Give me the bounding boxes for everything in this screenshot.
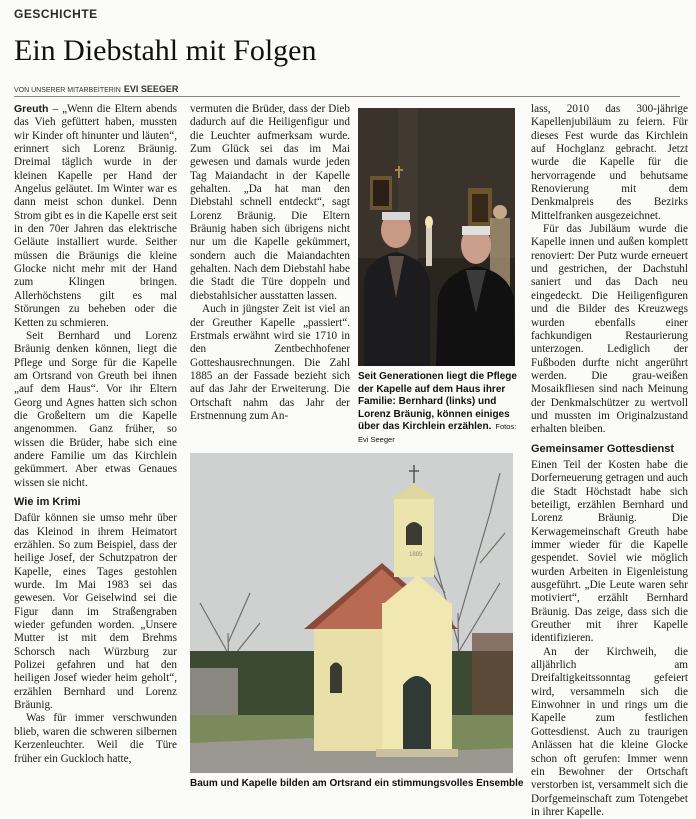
- article-paragraph: Für das Jubiläum wurde die Kapelle innen und außen komplett renoviert: Der Putz wurde erneuert und gestrichen, der Dachstuhl saniert und das Dach neu eingedeckt. Die Heiligenfiguren und die Bilder des Kreuzwegs wurden ebenfalls einer fachkundigen Restaurierung unterzogen. Lediglich der Fußboden durfte nicht angerührt werden. Die grau-weißen Mosaikfliesen sind nach Meinung der Denkmalschützer zu wertvoll und mussten im Originalzustand erhalten bleiben.: [531, 223, 688, 436]
- photo-caption-brothers: [358, 371, 518, 447]
- byline-prefix: VON UNSERER MITARBEITERIN: [14, 87, 121, 94]
- byline-author: EVI SEEGER: [123, 84, 179, 94]
- article-paragraph: vermuten die Brüder, dass der Dieb dadurch auf die Heiligenfigur und die Leuchter aufmerksam wurde. Zum Glück sei das im Mai gewesen und damals wurde jeden Tag Maiandacht in der Kapelle gehalten. „Da hat man den Diebstahl schnell entdeckt“, sagt Lorenz Bräunig. Die Eltern Bräunig haben sich übrigens nicht nur um die Kapelle gekümmert, sondern auch die Maiandachten gehalten. Nach dem Diebstahl habe die Stadt die Türe doppeln und diebstahlsicher ausstatten lassen.: [190, 103, 350, 302]
- byline: [14, 84, 178, 94]
- article-paragraph: Seit Bernhard und Lorenz Bräunig denken können, liegt die Pflege und Sorge für die Kapelle am Ortsrand von Greuth bei ihnen „auf dem Haus“. Vor ihr Eltern Georg und Agnes hatten sich schon die Großeltern um die Kapelle angenommen. Ganz früher, so wissen die Brüder, habe sich eine andere Familie um das Kirchlein gekümmert. Aber etwas Genaues wissen sie nicht.: [14, 329, 177, 489]
- article-paragraph: An der Kirchweih, die alljährlich am Dreifaltigkeitssonntag gefeiert wird, versammeln sich die Einwohner in und rings um die Kapelle zum festlichen Gottesdienst. Auch zu traurigen Anlässen hat die kleine Glocke schon oft gerufen: Immer wenn ein Bewohner der Ortschaft verstorben ist, versammelt sich die Dorfgemeinschaft zum Totengebet in ihrer Kapelle.: [531, 645, 688, 818]
- subhead-krimi: Wie im Krimi: [14, 495, 81, 508]
- facade-year: 1885: [409, 552, 423, 558]
- article-column-4: [531, 103, 688, 818]
- caption-text: Seit Generationen liegt die Pflege der Kapelle auf dem Haus ihrer Familie: Bernhard (links) und Lorenz Bräunig, können einiges über das Kirchlein erzählen.: [358, 371, 517, 433]
- photo-brothers: [358, 108, 515, 366]
- headline: Ein Diebstahl mit Folgen: [14, 34, 317, 67]
- article-paragraph: Auch in jüngster Zeit ist viel an der Greuther Kapelle „passiert“. Erstmals erwähnt wird sie 1710 in den Zentbechhofener Gotteshausrechnungen. Die Zahl 1885 an der Fassade bezieht sich auf das Jahr der Erweiterung. Die Ortschaft nahm das Jahr der Erstnennung zum An-: [190, 303, 350, 422]
- article-paragraph: [14, 103, 177, 330]
- article-paragraph: Einen Teil der Kosten habe die Dorferneuerung getragen und auch die Stadt Höchstadt habe sich beteiligt, erzählen Bernhard und Lorenz Bräunig. Die Kerwagemeinschaft Greuth habe immer wieder für die Kapelle gespendet. Soviel wie möglich wurden Arbeiten in Eigenleistung ausgeführt. „Die Leute waren sehr motiviert“, erzählt Bernhard Bräunig. Das zeige, dass sich die Greuther mit ihrer Kapelle identifizieren.: [531, 458, 688, 645]
- photo-chapel: [190, 453, 513, 773]
- article-column-2: [190, 103, 350, 453]
- photo-caption-chapel: Baum und Kapelle bilden am Ortsrand ein stimmungsvolles Ensemble: [190, 778, 524, 789]
- article-paragraph: lass, 2010 das 300-jährige Kapellenjubiläum zu feiern. Für dieses Fest wurde das Kirchlein auf Hochglanz gebracht. Jetzt wurde die Kapelle für die hervorragende und behutsame Renovierung mit dem Denkmalpreis des Bezirks Mittelfranken ausgezeichnet.: [531, 103, 688, 222]
- dateline: Greuth: [14, 103, 49, 115]
- headline-rule: [14, 96, 680, 97]
- article-paragraph: Dafür können sie umso mehr über das Kleinod in ihrem Heimatort erzählen. So zum Beispiel, dass der heilige Josef, der Schutzpatron der Kapelle, eines Tages gestohlen wurde. Im Mai 1983 sei das gewesen. Vor Geiselwind sei die Figur dann im Straßengraben wieder gefunden worden. „Unsere Mutter ist mit dem Brehms Schorsch nach Würzburg zur Polizei gefahren und hat den heiligen Josef wieder heim geholt“, erzählen Bernhard und Lorenz Bräunig.: [14, 512, 177, 712]
- subhead-gottesdienst: Gemeinsamer Gottesdienst: [531, 442, 675, 455]
- article-paragraph: Was für immer verschwunden blieb, waren die schweren silbernen Kerzenleuchter. Weil die Türe früher ein Guckloch hatte,: [14, 712, 177, 765]
- section-label: GESCHICHTE: [14, 7, 98, 21]
- paragraph-text: – „Wenn die Eltern abends das Vieh gefüttert haben, mussten wir Kinder oft hinunter und läuten“, erinnert sich Lorenz Bräunig. Dreimal täglich wurde in der kleinen Kapelle per Hand der Angelus geläutet. Im Winter war es dann meist schon dunkel. Denn Strom gibt es in die Kapelle erst seit in den 70er Jahren das elektrische Geläute installiert wurde. Seither müssen die Bräunigs die kleine Glocke nicht mehr mit der Hand zum Klingen bringen. Allerhöchstens gilt es mal Störungen zu beheben oder die Ketten zu schmieren.: [14, 103, 177, 329]
- article-column-1: [14, 103, 177, 769]
- photo-credit: Fotos: Evi Seeger: [358, 422, 517, 444]
